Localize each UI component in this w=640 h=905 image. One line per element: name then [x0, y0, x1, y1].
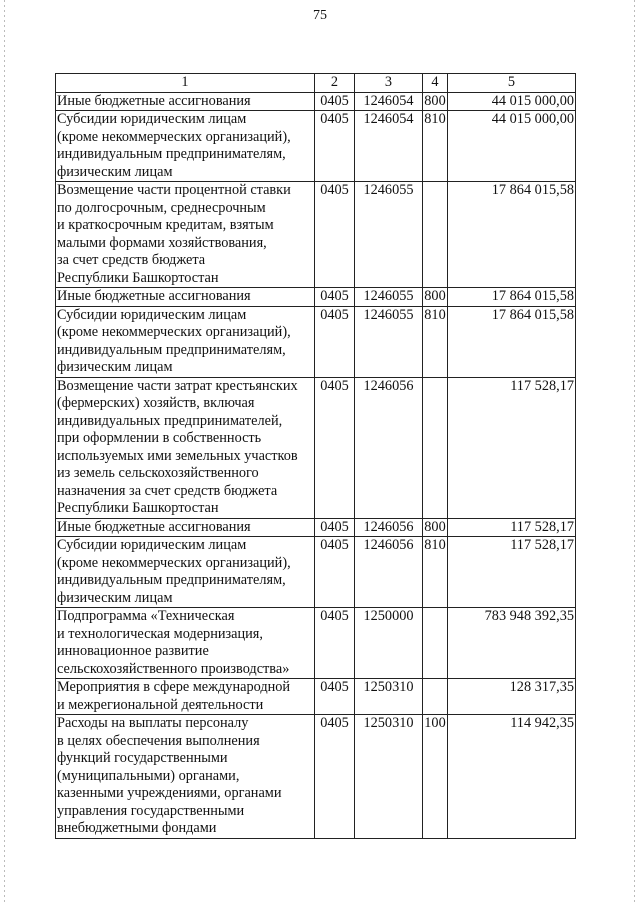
row-name-cell: Субсидии юридическим лицам (кроме некоммерческих организаций), индивидуальным предпринимателям, физическим лицам: [56, 537, 315, 608]
row-type-cell: 810: [423, 537, 448, 608]
row-section-cell: 0405: [315, 111, 355, 182]
row-amount-cell: 44 015 000,00: [448, 111, 576, 182]
table-row: [56, 715, 576, 839]
row-name-cell: Субсидии юридическим лицам (кроме некоммерческих организаций), индивидуальным предпринимателям, физическим лицам: [56, 111, 315, 182]
header-cell-article: 3: [355, 74, 423, 93]
table-row: [56, 377, 576, 518]
header-cell-section: 2: [315, 74, 355, 93]
header-cell-type: 4: [423, 74, 448, 93]
row-name-cell: Иные бюджетные ассигнования: [56, 288, 315, 307]
row-name-cell: Подпрограмма «Техническая и технологическая модернизация, инновационное развитие сельскохозяйственного производства»: [56, 608, 315, 679]
row-name-cell: Мероприятия в сфере международной и межрегиональной деятельности: [56, 679, 315, 715]
page-number: 75: [313, 8, 327, 23]
table-row: [56, 537, 576, 608]
row-amount-cell: 17 864 015,58: [448, 182, 576, 288]
row-section-cell: 0405: [315, 377, 355, 518]
row-section-cell: 0405: [315, 182, 355, 288]
row-section-cell: 0405: [315, 518, 355, 537]
header-cell-amount: 5: [448, 74, 576, 93]
table-row: [56, 608, 576, 679]
row-section-cell: 0405: [315, 715, 355, 839]
row-section-cell: 0405: [315, 679, 355, 715]
row-article-cell: 1250310: [355, 679, 423, 715]
row-article-cell: 1246054: [355, 111, 423, 182]
row-section-cell: 0405: [315, 288, 355, 307]
row-article-cell: 1246056: [355, 518, 423, 537]
table-row: [56, 111, 576, 182]
table-row: [56, 182, 576, 288]
row-amount-cell: 114 942,35: [448, 715, 576, 839]
header-cell-name: 1: [56, 74, 315, 93]
table-body: [56, 92, 576, 838]
row-section-cell: 0405: [315, 537, 355, 608]
row-type-cell: [423, 608, 448, 679]
row-name-cell: Иные бюджетные ассигнования: [56, 518, 315, 537]
row-name-cell: Возмещение части процентной ставки по долгосрочным, среднесрочным и краткосрочным кредитам, взятым малыми формами хозяйствования, за счет средств бюджета Республики Башкортостан: [56, 182, 315, 288]
row-section-cell: 0405: [315, 92, 355, 111]
row-type-cell: 810: [423, 306, 448, 377]
row-name-cell: Возмещение части затрат крестьянских (фермерских) хозяйств, включая индивидуальных предпринимателей, при оформлении в собственность используемых ими земельных участков из земель сельскохозяйственного назначения за счет средств бюджета Республики Башкортостан: [56, 377, 315, 518]
row-type-cell: 800: [424, 518, 446, 535]
row-type-cell: 100: [423, 715, 448, 839]
row-type-cell: [423, 182, 448, 288]
row-type-cell: 810: [423, 111, 448, 182]
row-type-cell: [423, 679, 448, 715]
row-amount-cell: 17 864 015,58: [448, 306, 576, 377]
right-edge-line: [634, 0, 635, 905]
row-article-cell: 1250000: [355, 608, 423, 679]
row-type-cell: 800: [424, 92, 446, 109]
row-type-cell: [423, 377, 448, 518]
row-article-cell: 1246055: [355, 288, 423, 307]
row-name-cell: Субсидии юридическим лицам (кроме некоммерческих организаций), индивидуальным предпринимателям, физическим лицам: [56, 306, 315, 377]
table-row: [56, 92, 576, 111]
row-article-cell: 1246054: [355, 92, 423, 111]
row-name-cell: Расходы на выплаты персоналу в целях обеспечения выполнения функций государственными (муниципальными) органами, казенными учреждениями, органами управления государственными внебюджетными фондами: [56, 715, 315, 839]
row-article-cell: 1250310: [355, 715, 423, 839]
row-section-cell: 0405: [315, 608, 355, 679]
table-row: [56, 679, 576, 715]
row-article-cell: 1246055: [355, 306, 423, 377]
row-article-cell: 1246055: [355, 182, 423, 288]
row-amount-cell: 17 864 015,58: [448, 288, 576, 307]
row-article-cell: 1246056: [355, 377, 423, 518]
row-amount-cell: 44 015 000,00: [448, 92, 576, 111]
row-article-cell: 1246056: [355, 537, 423, 608]
row-amount-cell: 117 528,17: [448, 377, 576, 518]
row-amount-cell: 783 948 392,35: [448, 608, 576, 679]
header-row: [56, 74, 576, 93]
row-name-cell: Иные бюджетные ассигнования: [56, 92, 315, 111]
table-row: [56, 518, 576, 537]
row-amount-cell: 128 317,35: [448, 679, 576, 715]
budget-table: [55, 73, 576, 839]
table-row: [56, 306, 576, 377]
row-section-cell: 0405: [315, 306, 355, 377]
row-amount-cell: 117 528,17: [448, 518, 576, 537]
table-row: [56, 288, 576, 307]
row-amount-cell: 117 528,17: [448, 537, 576, 608]
row-type-cell: 800: [424, 288, 446, 304]
left-edge-line: [4, 0, 5, 905]
